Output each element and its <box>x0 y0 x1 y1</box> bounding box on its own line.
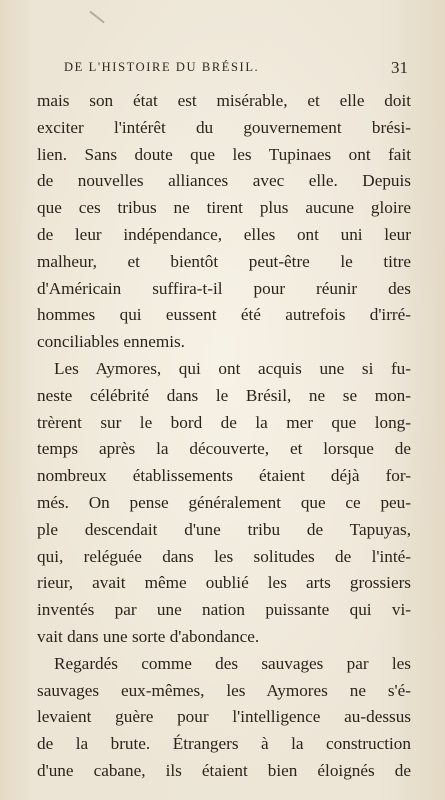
text-line: qui, reléguée dans les solitudes de l'inté- <box>37 546 411 566</box>
page-header <box>40 60 408 82</box>
text-line: de nouvelles alliances avec elle. Depuis <box>37 171 411 191</box>
text-line: malheur, et bientôt peut-être le titre <box>37 251 411 271</box>
text-line: d'Américain suffira-t-il pour réunir des <box>37 278 411 298</box>
text-line: inventés par une nation puissante qui vi- <box>37 600 411 620</box>
text-line: nombreux établissements étaient déjà for- <box>37 466 411 486</box>
text-line: ple descendait d'une tribu de Tapuyas, <box>37 519 411 539</box>
body-text <box>37 88 411 785</box>
text-line: Regardés comme des sauvages par les <box>54 653 411 673</box>
text-line: Les Aymores, qui ont acquis une si fu- <box>54 358 411 378</box>
text-line: neste célébrité dans le Brésil, ne se mon- <box>37 385 411 405</box>
text-line: de la brute. Étrangers à la construction <box>37 734 411 754</box>
text-line: sauvages eux-mêmes, les Aymores ne s'é- <box>37 680 411 700</box>
page-number: 31 <box>391 58 408 77</box>
text-line: lien. Sans doute que les Tupinaes ont fait <box>37 144 411 164</box>
text-line: trèrent sur le bord de la mer que long- <box>37 412 411 432</box>
running-title: DE L'HISTOIRE DU BRÉSIL. <box>64 60 260 74</box>
text-line: d'une cabane, ils étaient bien éloignés de <box>37 760 411 780</box>
text-line: hommes qui eussent été autrefois d'irré- <box>37 305 411 325</box>
text-line: conciliables ennemis. <box>37 332 185 352</box>
ink-smudge <box>89 11 104 24</box>
text-line: que ces tribus ne tirent plus aucune gloire <box>37 198 411 218</box>
text-line: temps après la découverte, et lorsque de <box>37 439 411 459</box>
text-line: exciter l'intérêt du gouvernement brési- <box>37 117 411 137</box>
text-line: mais son état est misérable, et elle doit <box>37 91 411 110</box>
text-line: de leur indépendance, elles ont uni leur <box>37 224 411 244</box>
text-line: més. On pense généralement que ce peu- <box>37 492 411 512</box>
text-line: levaient guère pour l'intelligence au-dessus <box>37 707 411 727</box>
text-line: vait dans une sorte d'abondance. <box>37 626 260 646</box>
text-line: rieur, avait même oublié les arts grossiers <box>37 573 411 593</box>
